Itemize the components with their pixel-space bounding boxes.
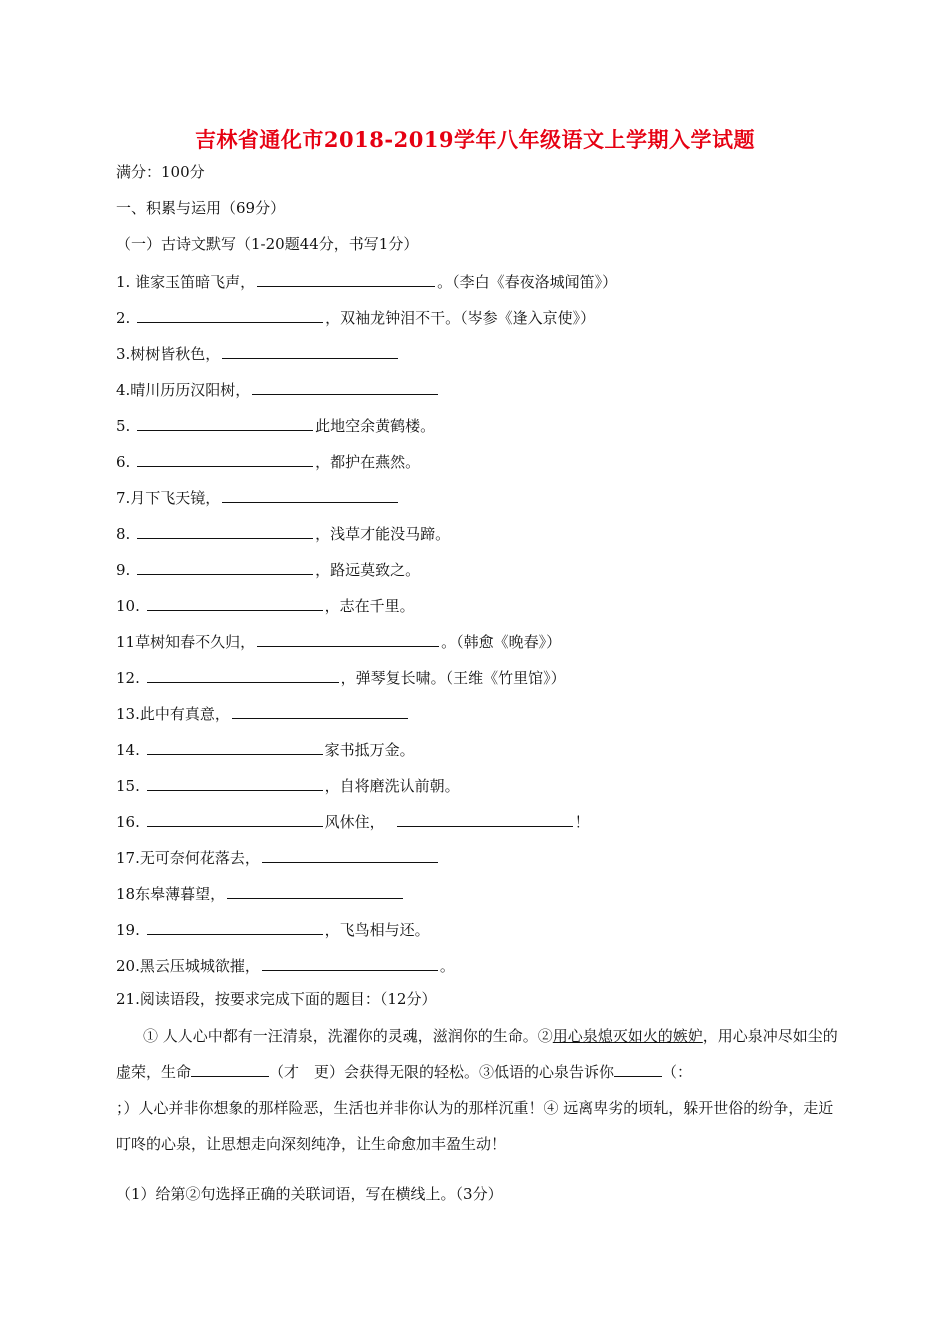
item-suffix: ，飞鸟相与还。 [324,921,430,939]
answer-blank[interactable] [252,378,438,395]
recitation-item [116,774,460,796]
item-suffix: 此地空余黄鹤楼。 [315,417,436,435]
answer-blank[interactable] [147,738,323,755]
recitation-item [116,450,420,472]
item-prefix: 18东皋薄暮望， [116,885,226,903]
passage-part-4: （： [662,1063,693,1081]
answer-blank[interactable] [262,954,438,971]
answer-blank[interactable] [262,846,438,863]
recitation-item [116,522,450,544]
recitation-item [116,954,455,976]
item-suffix: ，路远莫致之。 [315,561,421,579]
answer-blank[interactable] [137,414,313,431]
recitation-item [116,306,595,328]
item-suffix: 。（李白《春夜洛城闻笛》） [437,273,618,291]
item-prefix: 10. [116,597,145,615]
answer-blank[interactable] [147,774,323,791]
passage-part-3: （才 更）会获得无限的轻松。③低语的心泉告诉你 [269,1063,615,1081]
recitation-item [116,378,440,400]
recitation-item [116,414,435,436]
full-score: 满分：100分 [116,163,205,181]
item-prefix: 19. [116,921,145,939]
item-suffix: 。（韩愈《晚春》） [441,633,562,651]
item-suffix: 。 [439,957,455,975]
answer-blank[interactable] [147,918,323,935]
recitation-item [116,738,415,760]
item-prefix: 2. [116,309,136,327]
item-suffix: ，自将磨洗认前朝。 [324,777,460,795]
recitation-item [116,270,617,292]
answer-blank[interactable] [257,630,439,647]
answer-blank[interactable] [147,594,323,611]
answer-blank[interactable] [257,270,435,287]
item-prefix: 15. [116,777,145,795]
answer-blank[interactable] [137,450,313,467]
subsection-heading: （一）古诗文默写（1-20题44分，书写1分） [116,235,419,253]
item-suffix: ！ [574,813,590,831]
item-suffix: ，都护在燕然。 [315,453,421,471]
conjunction-blank[interactable] [191,1060,269,1077]
recitation-item [116,666,566,688]
item-prefix: 20.黑云压城城欲摧， [116,957,260,975]
q21-heading: 21.阅读语段，按要求完成下面的题目：（12分） [116,990,437,1008]
answer-blank[interactable] [222,486,398,503]
recitation-item [116,882,405,904]
recitation-item [116,594,415,616]
recitation-item [116,558,420,580]
answer-blank[interactable] [137,522,313,539]
item-suffix: ，双袖龙钟泪不干。（岑参《逢入京使》） [325,309,596,327]
recitation-item [116,630,561,652]
recitation-item [116,846,440,868]
answer-blank[interactable] [147,666,339,683]
recitation-item [116,810,590,832]
recitation-item [116,486,400,508]
answer-blank[interactable] [397,810,573,827]
item-prefix: 17.无可奈何花落去， [116,849,260,867]
item-prefix: 11草树知春不久归， [116,633,256,651]
passage-part-5: ；）人心并非你想象的那样险恶，生活也并非你认为的那样沉重！④ 远离卑劣的顷轧，躲开世俗的纷争，走近叮咚的心泉，让思想走向深刻纯净，让生命愈加丰盈生动！ [116,1099,834,1153]
item-prefix: 14. [116,741,145,759]
passage-part-1: ① 人人心中都有一汪清泉，洗濯你的灵魂，滋润你的生命。② [143,1027,553,1045]
item-prefix: 9. [116,561,136,579]
item-prefix: 12. [116,669,145,687]
answer-blank[interactable] [232,702,408,719]
q21-sub1: （1）给第②句选择正确的关联词语，写在横线上。（3分） [116,1185,503,1203]
item-prefix: 6. [116,453,136,471]
item-middle: 风休住， [324,813,385,831]
recitation-item [116,702,410,724]
item-prefix: 1. 谁家玉笛暗飞声， [116,273,256,291]
item-suffix: ，志在千里。 [324,597,415,615]
item-suffix: ，弹琴复长啸。（王维《竹里馆》） [340,669,566,687]
punctuation-blank[interactable] [614,1060,662,1077]
answer-blank[interactable] [222,342,398,359]
exam-title: 吉林省通化市2018-2019学年八年级语文上学期入学试题 [194,127,756,152]
answer-blank[interactable] [137,558,313,575]
item-prefix: 7.月下飞天镜， [116,489,221,507]
item-prefix: 13.此中有真意， [116,705,230,723]
recitation-item [116,918,430,940]
item-suffix: ，浅草才能没马蹄。 [315,525,451,543]
passage-underlined: 用心泉熄灭如火的嫉妒 [552,1027,703,1045]
item-prefix: 8. [116,525,136,543]
recitation-item [116,342,400,364]
answer-blank[interactable] [137,306,323,323]
section-heading: 一、积累与运用（69分） [116,199,286,217]
item-prefix: 16. [116,813,145,831]
answer-blank[interactable] [147,810,323,827]
item-prefix: 3.树树皆秋色， [116,345,221,363]
item-suffix: 家书抵万金。 [324,741,415,759]
item-prefix: 4.晴川历历汉阳树， [116,381,251,399]
q21-passage [116,1018,838,1162]
answer-blank[interactable] [227,882,403,899]
passage-part-2: ，用心泉冲尽如尘的虚荣，生命 [116,1027,838,1081]
item-prefix: 5. [116,417,136,435]
